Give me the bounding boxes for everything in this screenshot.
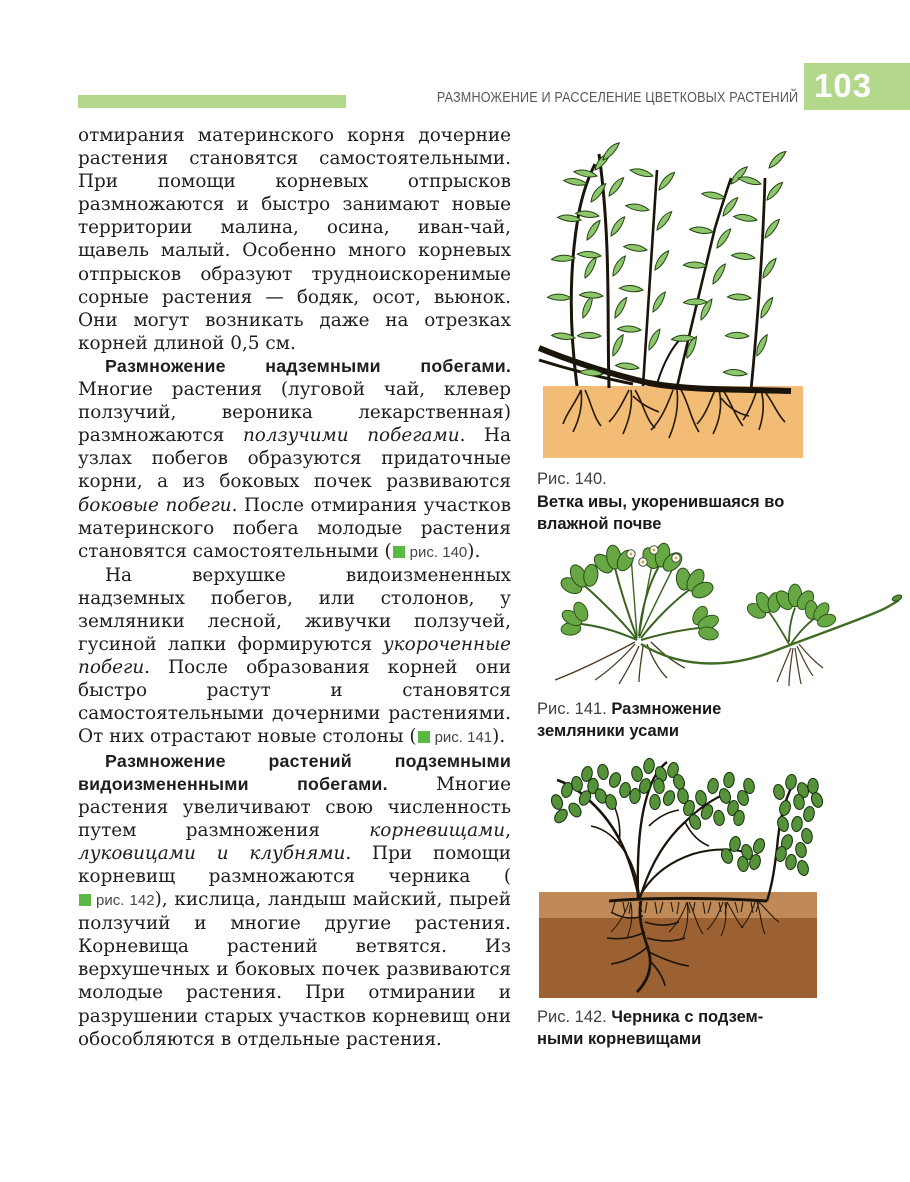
running-head: РАЗМНОЖЕНИЕ И РАССЕЛЕНИЕ ЦВЕТКОВЫХ РАСТЕНИЙ xyxy=(436,89,798,106)
figure-141-caption xyxy=(537,698,787,742)
blueberry-leaves xyxy=(550,758,825,877)
text-run: луковицами и клубнями xyxy=(78,842,346,864)
figure-142-caption xyxy=(537,1006,782,1050)
body-text-column xyxy=(78,124,511,1051)
text-run: ). xyxy=(467,540,481,562)
page-number: 103 xyxy=(814,67,873,104)
figure-ref-square-icon xyxy=(418,731,430,743)
figure-140-caption xyxy=(537,468,807,535)
figure-ref-square-icon xyxy=(393,546,405,558)
figure-reference: рис. 141 xyxy=(417,729,493,746)
strawberry-roots xyxy=(555,642,685,684)
page-number-badge xyxy=(804,63,910,110)
figure-reference: рис. 142 xyxy=(78,892,155,909)
header-rule xyxy=(78,95,346,108)
text-run: ползучими побегами xyxy=(242,425,460,447)
figure-140-label: Рис. 140. xyxy=(537,470,607,488)
figure-141-title: Размножение земляники усами xyxy=(537,700,722,740)
willow-branch-illustration xyxy=(537,128,807,460)
figure-141-label: Рис. 141. xyxy=(537,700,612,718)
blueberry-rhizome-illustration xyxy=(537,756,829,998)
strawberry-runner-illustration xyxy=(537,540,905,690)
text-run: Многие растения (луговой чай, клевер ползучий, вероника лекарственная) размножаются xyxy=(78,379,511,447)
figure-142-label: Рис. 142. xyxy=(537,1008,612,1026)
paragraph xyxy=(78,124,511,355)
text-run: отмирания материнского корня дочерние растения становятся самостоятельными. При помощи корневых отпрысков размножаются и быстро занимают новые территории малина, осина, иван-чай, щавель малый. Особенно много корневых отпрысков образуют трудноискоренимые сорные растения — бодяк, осот, вьюнок. Они могут возникать даже на отрезках корней длиной 0,5 см. xyxy=(78,125,511,354)
paragraph-lead-heading: Размножение растений подземными видоизмененными побегами. xyxy=(78,750,511,794)
willow-stems xyxy=(539,154,791,391)
paragraph-lead-heading: Размножение надземными побегами. xyxy=(105,355,511,376)
figure-141 xyxy=(537,540,907,742)
paragraph xyxy=(78,355,511,564)
text-run: . После образования корней они быстро растут и становятся самостоятельными дочерними растениями. От них отрастают новые столоны ( xyxy=(78,657,511,748)
daughter-plant-roots xyxy=(777,644,823,686)
text-run: корневищами xyxy=(369,819,506,841)
paragraph xyxy=(78,750,511,1051)
figure-142 xyxy=(537,756,832,1050)
willow-leaves xyxy=(547,143,787,384)
stolon-tip-bud xyxy=(891,594,902,603)
text-run: . При помощи корневищ размножаются черника ( xyxy=(78,842,512,887)
figure-ref-square-icon xyxy=(79,894,91,906)
figure-140 xyxy=(537,128,807,535)
text-run: , xyxy=(505,819,511,841)
text-run: боковые побеги xyxy=(78,494,232,516)
text-run: ). xyxy=(492,726,506,748)
figure-140-title: Ветка ивы, укоренившаяся во влажной почве xyxy=(537,493,785,533)
text-run: . На узлах побегов образуются придаточные корни, а из боковых почек развиваются xyxy=(78,425,511,493)
text-run: укороченные побеги xyxy=(78,634,511,679)
paragraph xyxy=(78,564,511,750)
text-run: . После отмирания участков материнского побега молодые растения становятся самостоятельными ( xyxy=(78,494,511,562)
figure-142-title: Черника с подземными корневищами xyxy=(537,1008,764,1048)
text-run: ), кислица, ландыш майский, пырей ползучий и многие другие растения. Корневища растений ветвятся. Из верхушечных и боковых почек развиваются молодые растения. При отмирании и разрушении старых участков корневищ они обособляются в отдельные растения. xyxy=(78,889,511,1050)
figure-reference: рис. 140 xyxy=(392,544,468,561)
text-run: На верхушке видоизмененных надземных побегов, или столонов, у земляники лесной, живучки ползучей, гусиной лапки формируются xyxy=(78,564,511,656)
text-run: Многие растения увеличивают свою численность путем размножения xyxy=(78,773,511,841)
